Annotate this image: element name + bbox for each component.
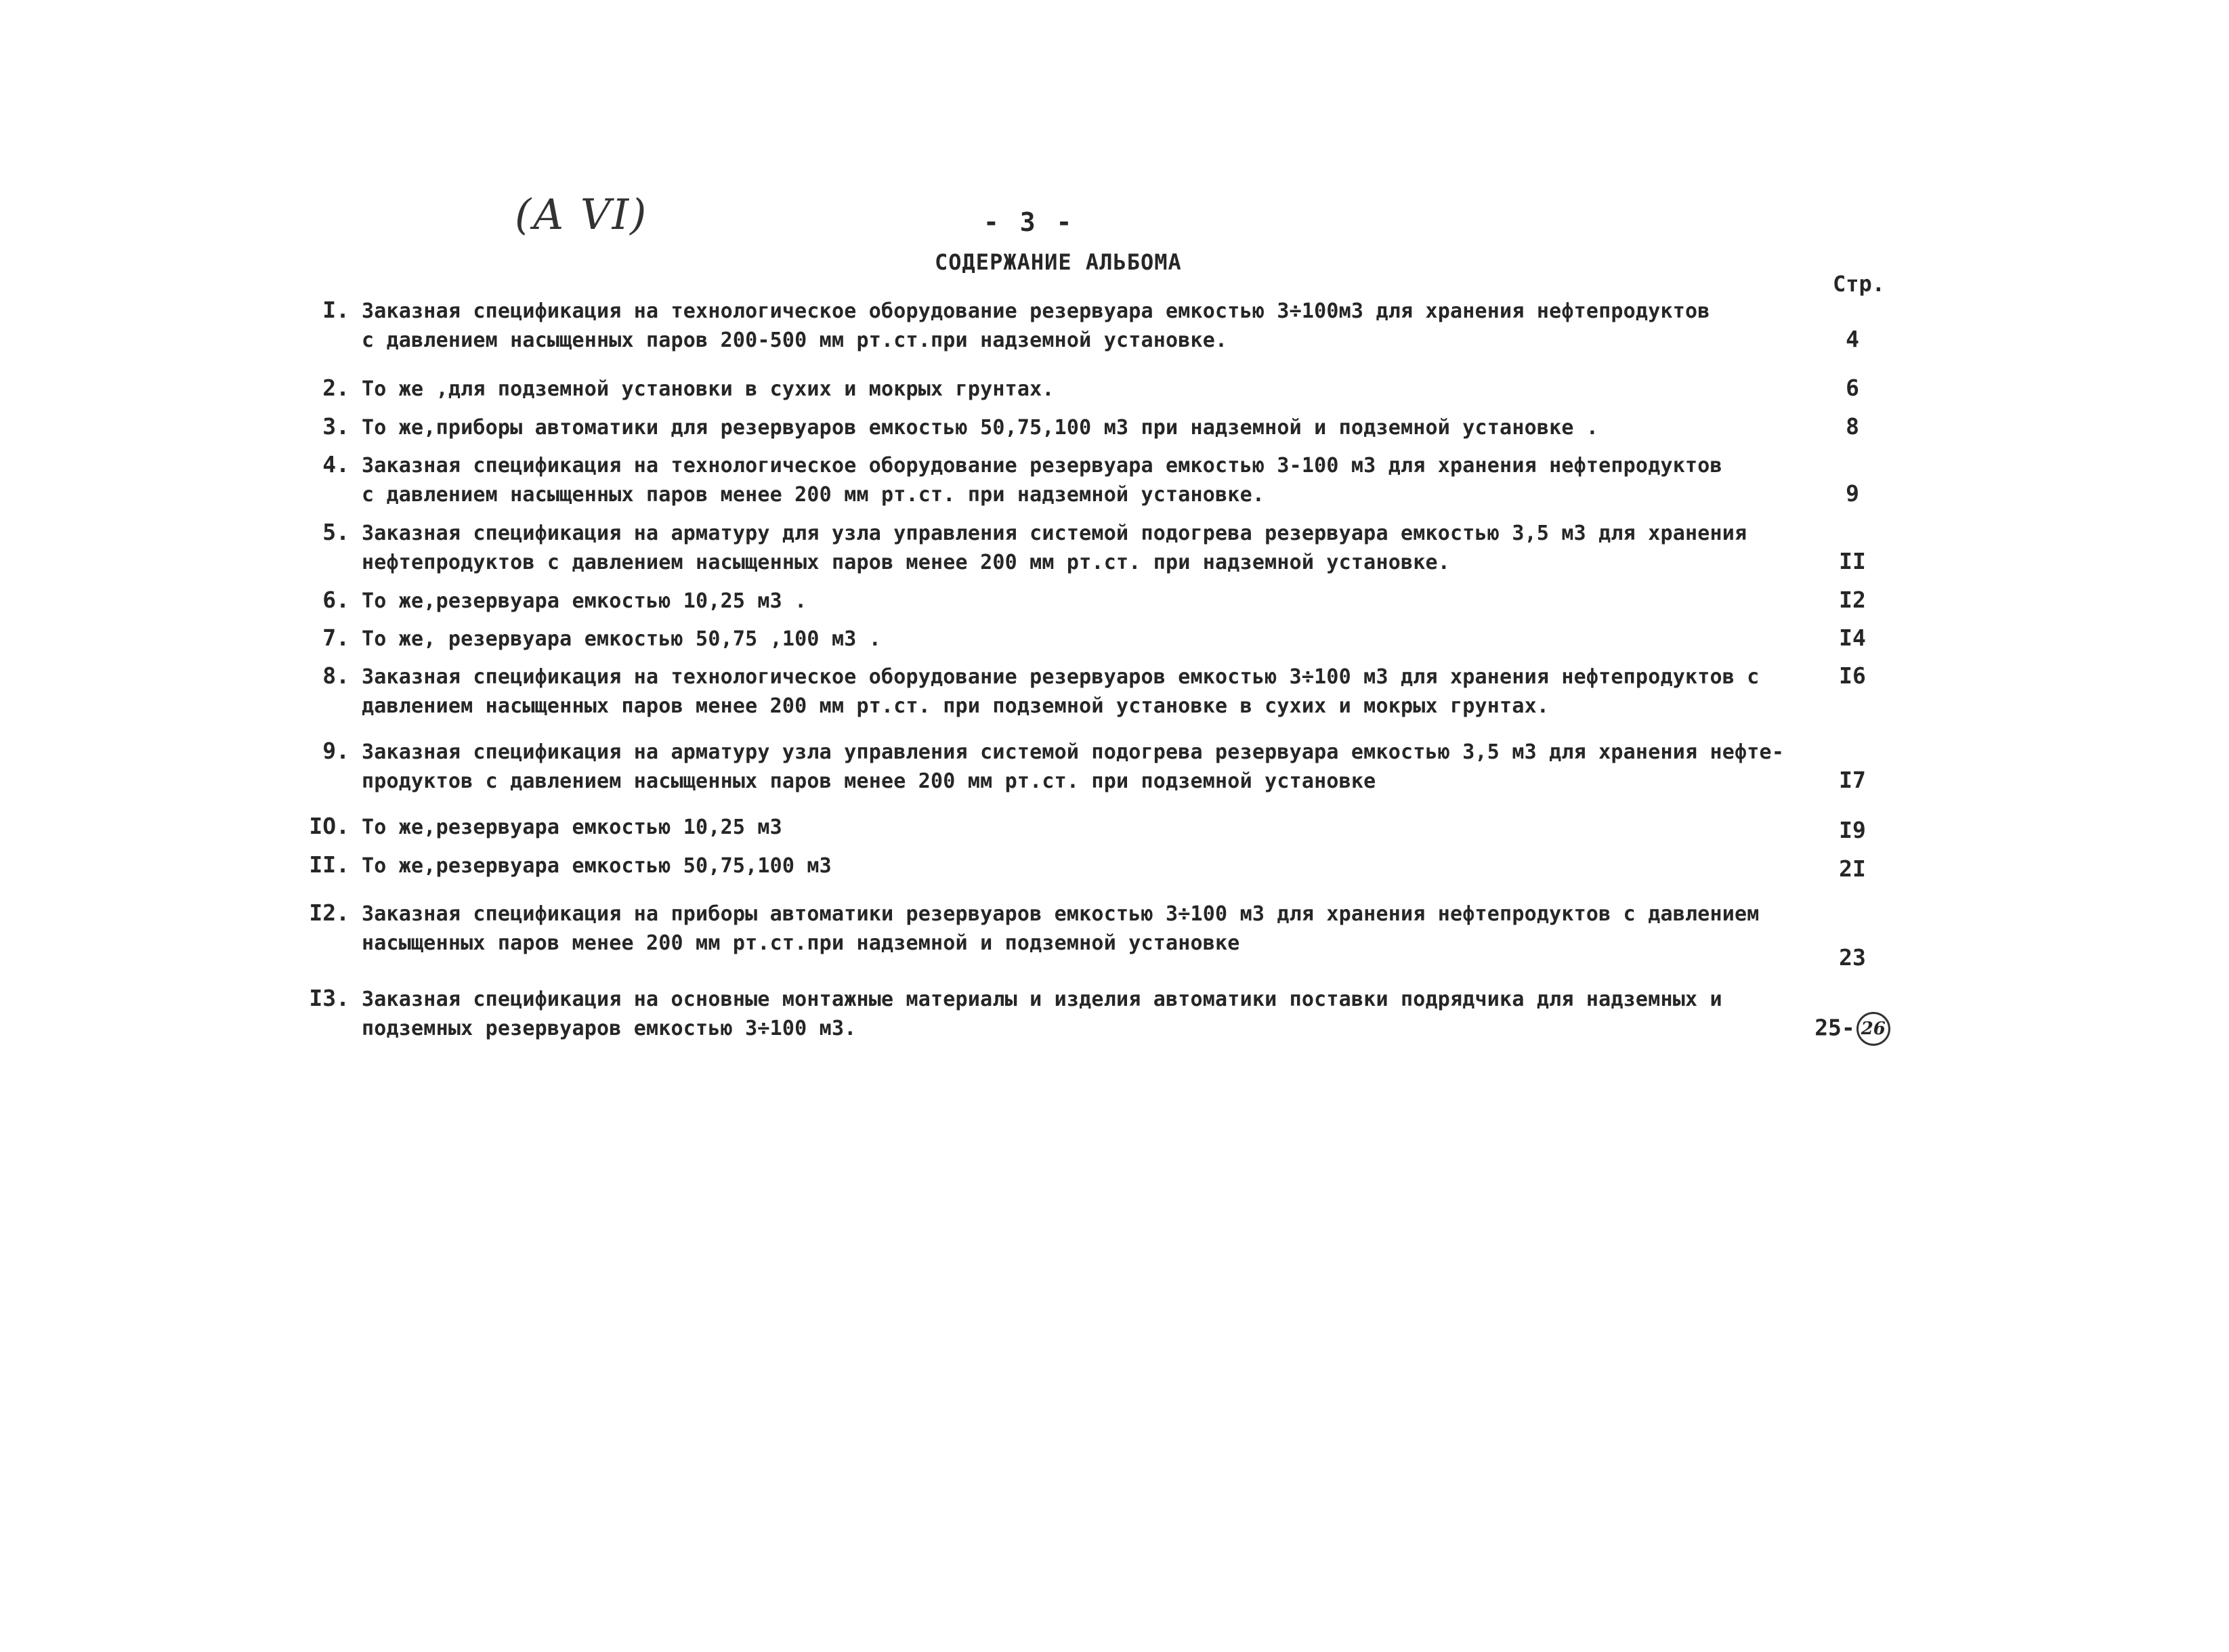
entry-number: 9. xyxy=(322,738,349,764)
entry-line: Заказная спецификация на арматуру узла управления системой подогрева резервуара емкостью 3,5 м3 для хранения нефте- xyxy=(362,740,1785,764)
entry-number: 5. xyxy=(322,519,349,545)
entry-line: насыщенных паров менее 200 мм рт.ст.при надземной и подземной установке xyxy=(362,931,1240,955)
circled-page-number: 26 xyxy=(1856,1012,1890,1046)
entry-line: Заказная спецификация на основные монтажные материалы и изделия автоматики поставки подрядчика для надземных и xyxy=(362,988,1722,1011)
entry-line: продуктов с давлением насыщенных паров менее 200 мм рт.ст. при подземной установке xyxy=(362,769,1376,793)
entry-text xyxy=(362,297,1770,355)
entry-page: I9 xyxy=(1839,817,1866,843)
entry-text xyxy=(362,851,1770,881)
entry-line: Заказная спецификация на арматуру для узла управления системой подогрева резервуара емкостью 3,5 м3 для хранения xyxy=(362,522,1747,545)
entry-number: 8. xyxy=(322,662,349,689)
entry-page: I2 xyxy=(1839,587,1866,613)
entry-number: I3. xyxy=(309,985,349,1011)
entry-text xyxy=(362,519,1770,577)
entry-line: нефтепродуктов с давлением насыщенных паров менее 200 мм рт.ст. при надземной установке. xyxy=(362,551,1451,574)
entry-page xyxy=(1808,1012,1896,1046)
entry-number: 6. xyxy=(322,587,349,613)
entry-page: 9 xyxy=(1846,480,1859,507)
entry-line: То же, резервуара емкостью 50,75 ,100 м3 . xyxy=(362,627,881,651)
entry-page: 6 xyxy=(1846,375,1859,401)
entry-page: 2I xyxy=(1839,855,1866,882)
entry-number: 4. xyxy=(322,451,349,478)
entry-line: То же,приборы автоматики для резервуаров емкостью 50,75,100 м3 при надземной и подземной установке . xyxy=(362,416,1599,440)
entry-page: 23 xyxy=(1839,944,1866,971)
entry-number: I2. xyxy=(309,899,349,926)
page-title: СОДЕРЖАНИЕ АЛЬБОМА xyxy=(935,249,1182,275)
handwritten-album-mark: (А VI) xyxy=(515,190,648,239)
page-column-header: Стр. xyxy=(1833,271,1886,297)
entry-line: Заказная спецификация на технологическое оборудование резервуара емкостью 3÷100м3 для хранения нефтепродуктов xyxy=(362,299,1710,323)
entry-page: 4 xyxy=(1846,326,1859,352)
entry-page: I6 xyxy=(1839,662,1866,689)
entry-line: Заказная спецификация на приборы автоматики резервуаров емкостью 3÷100 м3 для хранения нефтепродуктов с давлением xyxy=(362,902,1760,926)
entry-page-start: 25- xyxy=(1814,1014,1855,1041)
entry-line: То же,резервуара емкостью 10,25 м3 . xyxy=(362,589,807,613)
entry-page: II xyxy=(1839,548,1866,574)
entry-number: 7. xyxy=(322,624,349,651)
entry-line: давлением насыщенных паров менее 200 мм рт.ст. при подземной установке в сухих и мокрых грунтах. xyxy=(362,694,1550,718)
entry-page: 8 xyxy=(1846,413,1859,440)
entry-number: I. xyxy=(322,297,349,323)
entry-number: II. xyxy=(309,851,349,878)
entry-text xyxy=(362,662,1770,721)
entry-line: с давлением насыщенных паров 200-500 мм рт.ст.при надземной установке. xyxy=(362,329,1228,352)
entry-text xyxy=(362,375,1770,404)
entry-line: Заказная спецификация на технологическое оборудование резервуаров емкостью 3÷100 м3 для хранения нефтепродуктов с xyxy=(362,665,1760,689)
entry-line: Заказная спецификация на технологическое оборудование резервуара емкостью 3-100 м3 для хранения нефтепродуктов xyxy=(362,454,1722,478)
entry-line: с давлением насыщенных паров менее 200 мм рт.ст. при надземной установке. xyxy=(362,483,1265,507)
entry-page: I4 xyxy=(1839,624,1866,651)
entry-line: То же,резервуара емкостью 10,25 м3 xyxy=(362,816,782,839)
entry-line: То же ,для подземной установки в сухих и мокрых грунтах. xyxy=(362,377,1055,401)
page-number: - 3 - xyxy=(983,207,1075,237)
entry-page: I7 xyxy=(1839,767,1866,793)
entry-number: 2. xyxy=(322,375,349,401)
entry-number: IO. xyxy=(309,813,349,839)
entry-text xyxy=(362,413,1770,442)
entry-text xyxy=(362,899,1770,958)
entry-number: 3. xyxy=(322,413,349,440)
entry-line: То же,резервуара емкостью 50,75,100 м3 xyxy=(362,854,832,878)
entry-text xyxy=(362,587,1770,616)
entry-text xyxy=(362,451,1770,509)
entry-text xyxy=(362,624,1770,654)
entry-text xyxy=(362,813,1770,842)
entry-text xyxy=(362,738,1785,796)
entry-line: подземных резервуаров емкостью 3÷100 м3. xyxy=(362,1017,857,1040)
entry-text xyxy=(362,985,1770,1043)
